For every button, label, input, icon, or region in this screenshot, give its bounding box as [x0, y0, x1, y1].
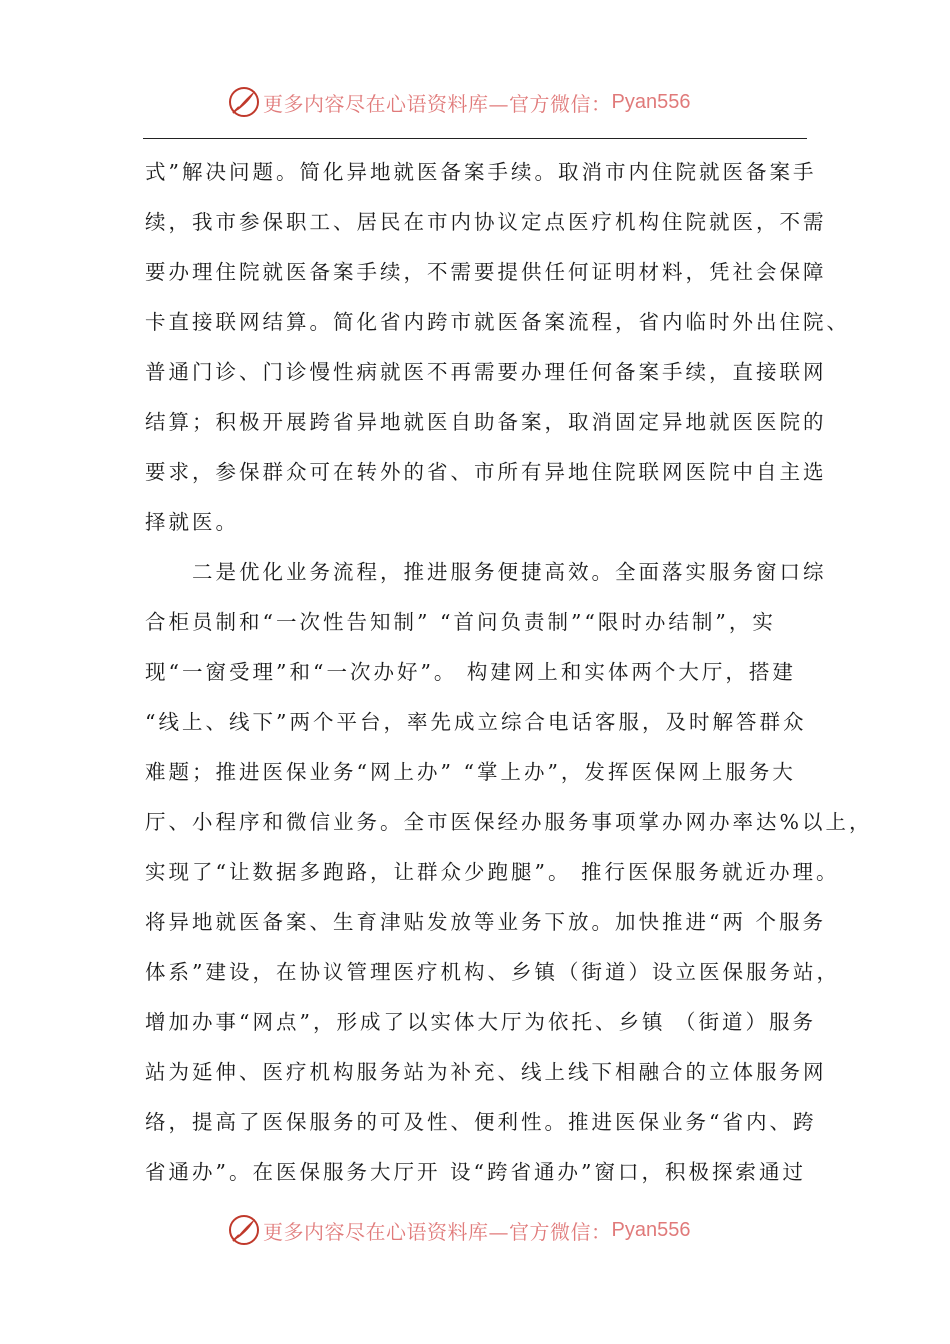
- text-line: 卡直接联网结算。简化省内跨市就医备案流程，省内临时外出住院、: [145, 310, 850, 334]
- text-line: 要求，参保群众可在转外的省、市所有异地住院联网医院中自主选: [145, 460, 827, 484]
- text-line: 现“一窗受理”和“一次办好”。 构建网上和实体两个大厅，搭建: [145, 660, 796, 684]
- text-line: 要办理住院就医备案手续，不需要提供任何证明材料，凭社会保障: [145, 260, 827, 284]
- quill-logo-icon: [227, 85, 261, 119]
- text-line: 增加办事“网点”，形成了以实体大厅为依托、乡镇 （街道）服务: [145, 1010, 816, 1034]
- header-banner-text: 更多内容尽在心语资料库—官方微信：: [263, 91, 612, 116]
- text-line: 难题；推进医保业务“网上办” “掌上办”，发挥医保网上服务大: [145, 760, 796, 784]
- document-body: [145, 147, 873, 1197]
- text-line: 体系”建设，在协议管理医疗机构、乡镇（街道）设立医保服务站，: [145, 960, 840, 984]
- header-wechat-id: Pyan556: [611, 90, 691, 113]
- quill-logo-icon: [227, 1213, 261, 1247]
- text-line: 续，我市参保职工、居民在市内协议定点医疗机构住院就医，不需: [145, 210, 827, 234]
- text-line: 合柜员制和“一次性告知制” “首问负责制”“限时办结制”，实: [145, 610, 776, 634]
- text-line: 结算；积极开展跨省异地就医自助备案，取消固定异地就医医院的: [145, 410, 827, 434]
- text-line: 省通办”。在医保服务大厅开 设“跨省通办”窗口，积极探索通过: [145, 1160, 806, 1184]
- text-line: 厅、小程序和微信业务。全市医保经办服务事项掌办网办率达%以上，: [145, 810, 873, 834]
- text-line: 普通门诊、门诊慢性病就医不再需要办理任何备案手续，直接联网: [145, 360, 827, 384]
- footer-wechat-id: Pyan556: [611, 1218, 691, 1241]
- header-banner: [0, 82, 950, 122]
- text-line: 将异地就医备案、生育津贴发放等业务下放。加快推进“两 个服务: [145, 910, 826, 934]
- text-line: 二是优化业务流程，推进服务便捷高效。全面落实服务窗口综: [145, 560, 827, 584]
- footer-banner-text: 更多内容尽在心语资料库—官方微信：: [263, 1219, 612, 1244]
- text-line: 站为延伸、医疗机构服务站为补充、线上线下相融合的立体服务网: [145, 1060, 827, 1084]
- text-line: “线上、线下”两个平台，率先成立综合电话客服，及时解答群众: [145, 710, 807, 734]
- text-line: 式”解决问题。简化异地就医备案手续。取消市内住院就医备案手: [145, 160, 817, 184]
- text-line: 择就医。: [145, 510, 239, 534]
- text-line: 实现了“让数据多跑路，让群众少跑腿”。 推行医保服务就近办理。: [145, 860, 840, 884]
- footer-banner: [0, 1210, 950, 1250]
- header-divider: [143, 138, 807, 139]
- text-line: 络，提高了医保服务的可及性、便利性。推进医保业务“省内、跨: [145, 1110, 817, 1134]
